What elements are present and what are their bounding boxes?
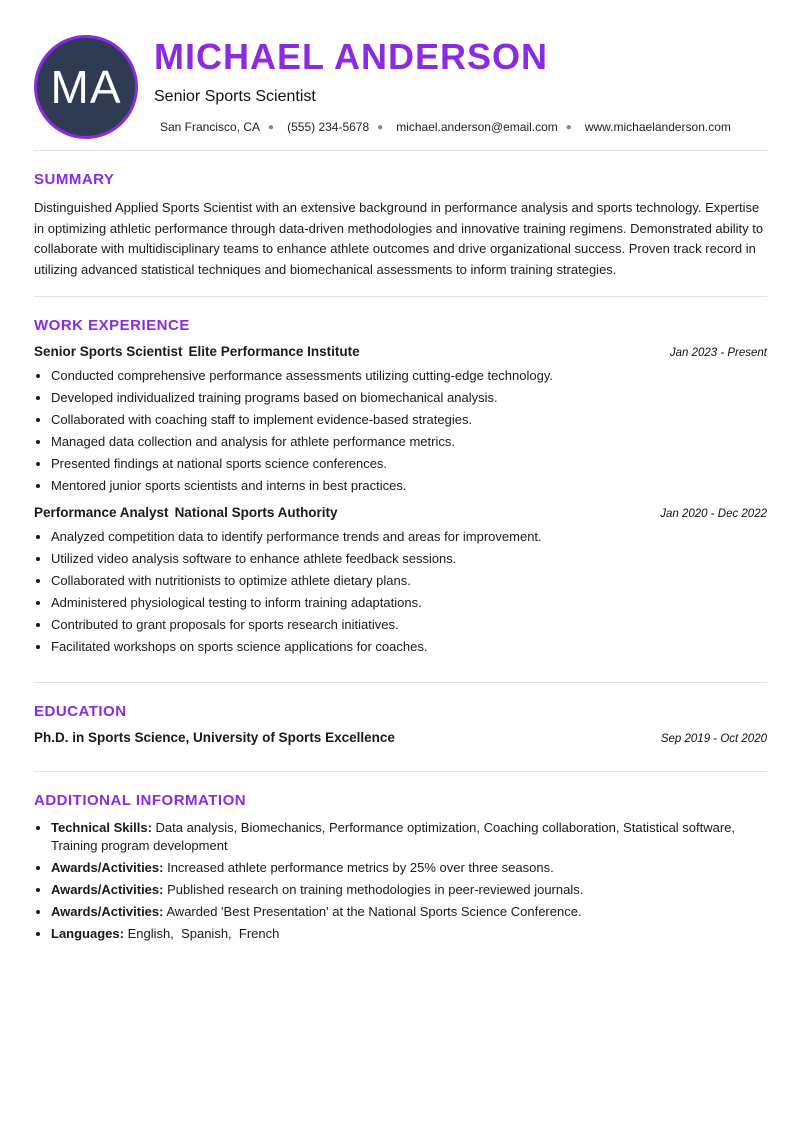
list-item: • Managed data collection and analysis for athlete performance metrics. <box>51 431 767 453</box>
summary-text: Distinguished Applied Sports Scientist with an extensive background in performance analysis and sports technology. Expertise in optimizing athletic performance through data-driven methodologies and innovative training regimens. Demonstrated ability to collaborate with multidisciplinary teams to enhance athlete outcomes and drive organizational success. Proven track record in utilizing advanced statistical techniques and biomechanical assessments to inform training strategies. <box>34 200 764 277</box>
list-item: • Mentored junior sports scientists and interns in best practices. <box>51 475 767 497</box>
job-title: Performance Analyst <box>34 505 169 520</box>
list-item: • Utilized video analysis software to enhance athlete feedback sessions. <box>51 548 767 570</box>
job-dates: Jan 2020 - Dec 2022 <box>660 508 767 520</box>
list-item: • Conducted comprehensive performance assessments utilizing cutting-edge technology. <box>51 365 767 387</box>
job-title-line <box>34 344 360 359</box>
list-item <box>51 903 767 921</box>
job-bullets <box>34 365 767 497</box>
education-entry <box>34 730 767 745</box>
contact-location: San Francisco, CA <box>160 120 261 134</box>
separator-dot: ● <box>565 121 572 133</box>
section-heading: SUMMARY <box>34 171 115 188</box>
list-item <box>51 925 767 943</box>
job-header <box>34 505 767 520</box>
section-heading: EDUCATION <box>34 703 127 720</box>
education-dates: Sep 2019 - Oct 2020 <box>660 733 767 745</box>
separator-dot: ● <box>377 121 384 133</box>
job-organization: Elite Performance Institute <box>188 344 360 359</box>
item-label: Awards/Activities: <box>51 860 164 875</box>
list-item: • Administered physiological testing to inform training adaptations. <box>51 592 767 614</box>
item-text: Published research on training methodologies in peer-reviewed journals. <box>167 882 584 897</box>
list-item: • Presented findings at national sports science conferences. <box>51 453 767 475</box>
degree: Ph.D. in Sports Science, University of Sports Excellence <box>34 730 395 745</box>
list-item: • Collaborated with coaching staff to implement evidence-based strategies. <box>51 409 767 431</box>
item-label: Languages: <box>51 926 124 941</box>
education-section <box>34 683 767 772</box>
item-text: Data analysis, Biomechanics, Performance optimization, Coaching collaboration, Statistical software, Training program development <box>51 820 736 853</box>
list-item: • Facilitated workshops on sports science applications for coaches. <box>51 636 767 658</box>
list-item: • Collaborated with nutritionists to optimize athlete dietary plans. <box>51 570 767 592</box>
section-heading: WORK EXPERIENCE <box>34 317 190 334</box>
list-item: • Analyzed competition data to identify performance trends and areas for improvement. <box>51 526 767 548</box>
item-label: Awards/Activities: <box>51 904 164 919</box>
contact-phone: (555) 234-5678 <box>287 120 370 134</box>
list-item <box>51 859 767 877</box>
job-header <box>34 344 767 359</box>
job-entry <box>34 344 767 497</box>
contact-email[interactable]: michael.anderson@email.com <box>396 120 558 134</box>
additional-information-section <box>34 772 767 963</box>
summary-section <box>34 151 767 297</box>
job-bullets <box>34 526 767 658</box>
contact-line <box>160 120 731 134</box>
job-dates: Jan 2023 - Present <box>669 347 767 359</box>
job-title: Senior Sports Scientist <box>34 344 183 359</box>
list-item: • Contributed to grant proposals for sports research initiatives. <box>51 614 767 636</box>
item-label: Technical Skills: <box>51 820 152 835</box>
candidate-title: Senior Sports Scientist <box>154 88 316 105</box>
list-item <box>51 819 767 855</box>
item-label: Awards/Activities: <box>51 882 164 897</box>
contact-website[interactable]: www.michaelanderson.com <box>584 120 731 134</box>
section-heading: ADDITIONAL INFORMATION <box>34 792 247 809</box>
item-text: English, Spanish, French <box>127 926 280 941</box>
work-experience-section <box>34 297 767 683</box>
item-text: Awarded 'Best Presentation' at the National Sports Science Conference. <box>166 904 582 919</box>
job-title-line <box>34 505 338 520</box>
item-text: Increased athlete performance metrics by 25% over three seasons. <box>167 860 554 875</box>
avatar: MA <box>34 35 138 139</box>
additional-list <box>34 819 767 943</box>
list-item <box>51 881 767 899</box>
job-organization: National Sports Authority <box>174 505 338 520</box>
separator-dot: ● <box>268 121 275 133</box>
candidate-name: MICHAEL ANDERSON <box>154 36 549 77</box>
resume-header <box>34 0 767 151</box>
resume-page <box>34 0 767 963</box>
list-item: • Developed individualized training programs based on biomechanical analysis. <box>51 387 767 409</box>
job-entry <box>34 505 767 658</box>
